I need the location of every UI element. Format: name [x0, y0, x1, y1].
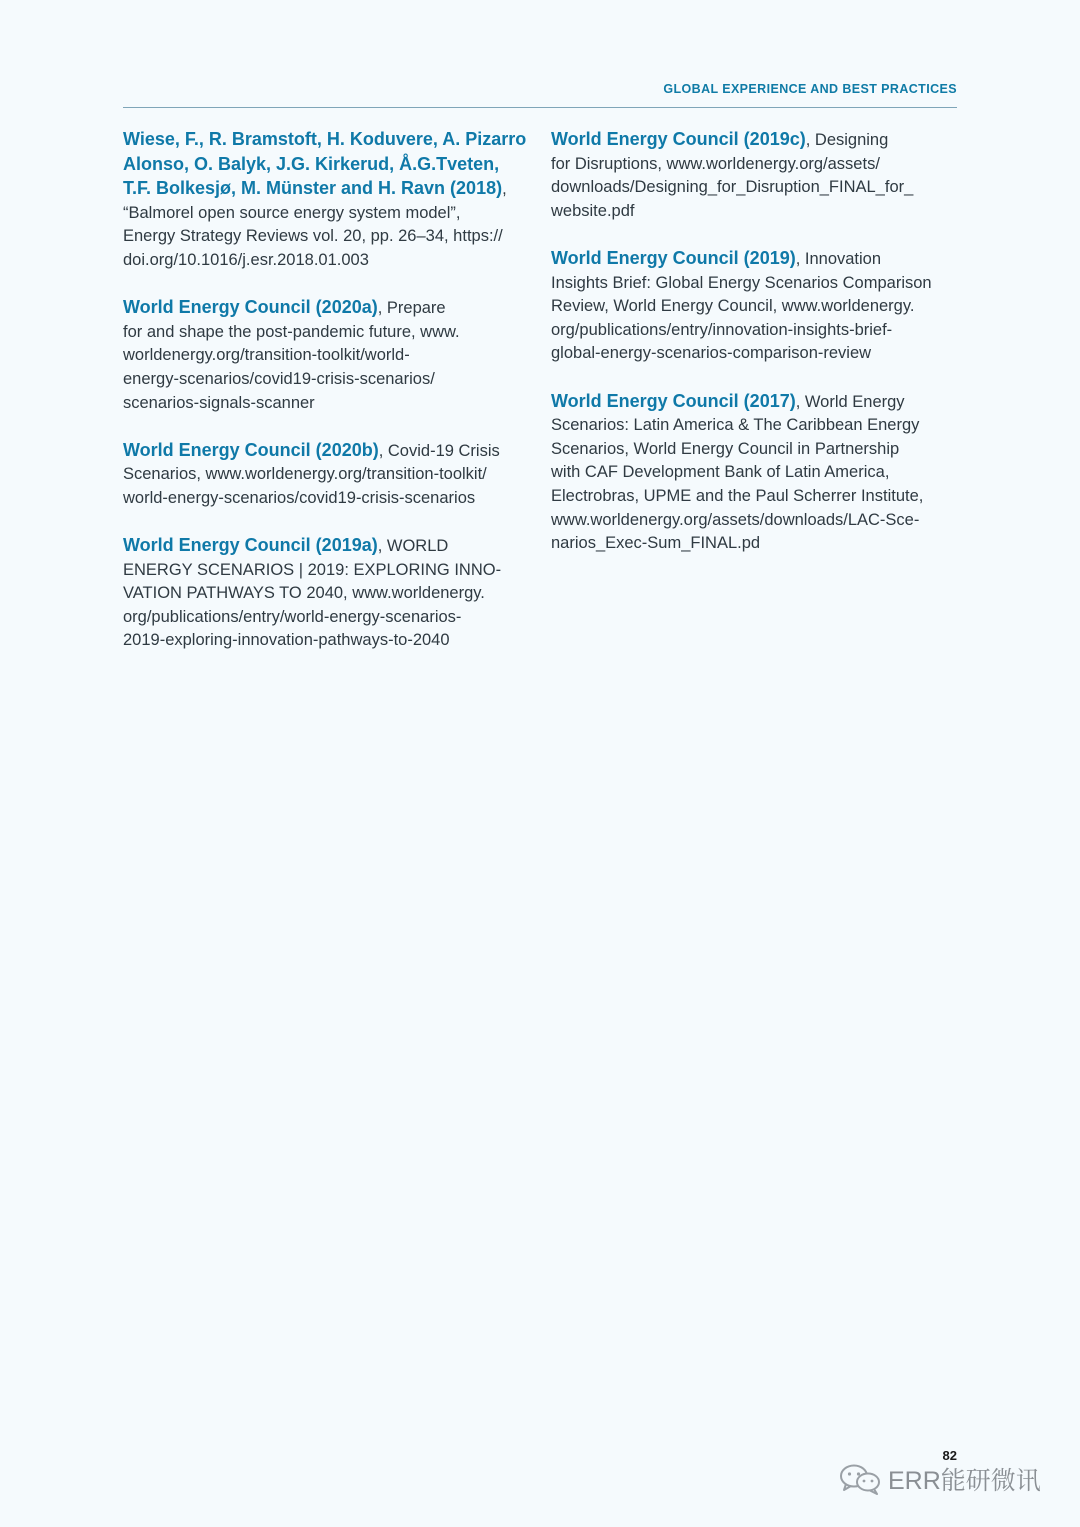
reference-text: Scenarios, World Energy Council in Partnership [551, 439, 900, 458]
reference-entry [123, 439, 533, 511]
reference-author: World Energy Council (2020a) [123, 297, 378, 318]
reference-link[interactable]: energy-scenarios/covid19-crisis-scenarios/ [123, 369, 435, 388]
reference-text: , WORLD [377, 537, 449, 556]
reference-entry [551, 128, 956, 223]
reference-link[interactable]: downloads/Designing_for_Disruption_FINAL_for_ [551, 178, 914, 197]
reference-author: World Energy Council (2017) [551, 390, 796, 411]
reference-author: World Energy Council (2020b) [123, 439, 379, 460]
reference-entry [551, 247, 956, 366]
reference-link[interactable]: org/publications/entry/world-energy-scenarios- [123, 607, 462, 626]
reference-author: Alonso, O. Balyk, J.G. Kirkerud, Å.G.Tveten, [123, 153, 500, 174]
reference-link[interactable]: Review, World Energy Council, www.worldenergy. [551, 297, 915, 316]
reference-link[interactable]: website.pdf [551, 201, 635, 220]
reference-text: ENERGY SCENARIOS | 2019: EXPLORING INNO- [123, 560, 502, 579]
reference-text: for and shape the post-pandemic future, www. [123, 322, 460, 341]
reference-text: , Prepare [377, 299, 446, 318]
reference-text: Scenarios: Latin America & The Caribbean Energy [551, 416, 920, 435]
reference-entry [123, 128, 533, 273]
reference-text: Insights Brief: Global Energy Scenarios Comparison [551, 273, 932, 292]
reference-link[interactable]: org/publications/entry/innovation-insights-brief- [551, 320, 893, 339]
reference-author: World Energy Council (2019c) [551, 129, 806, 149]
page-number: 82 [942, 1448, 957, 1463]
reference-link[interactable]: Scenarios, www.worldenergy.org/transition-toolkit/ [123, 465, 487, 484]
reference-author: Wiese, F., R. Bramstoft, H. Koduvere, A. Pizarro [123, 129, 527, 149]
reference-text: “Balmorel open source energy system model”, [123, 203, 461, 222]
reference-link[interactable]: VATION PATHWAYS TO 2040, www.worldenergy. [123, 584, 485, 603]
reference-link[interactable]: scenarios-signals-scanner [123, 393, 315, 412]
reference-text: , World Energy [795, 392, 905, 411]
reference-link[interactable]: narios_Exec-Sum_FINAL.pd [551, 534, 761, 553]
reference-link[interactable]: global-energy-scenarios-comparison-review [551, 344, 872, 363]
watermark-text: ERR能研微讯 [888, 1467, 1041, 1495]
reference-entry [123, 534, 533, 653]
running-header: GLOBAL EXPERIENCE AND BEST PRACTICES [663, 82, 957, 96]
reference-text: Electrobras, UPME and the Paul Scherrer Institute, [551, 486, 924, 505]
reference-link[interactable]: for Disruptions, www.worldenergy.org/assets/ [551, 154, 880, 173]
reference-text: , Designing [805, 131, 889, 149]
reference-text: , Covid-19 Crisis [378, 441, 500, 460]
reference-link[interactable]: world-energy-scenarios/covid19-crisis-scenarios [123, 488, 476, 507]
watermark [838, 1462, 1041, 1496]
reference-author: World Energy Council (2019) [551, 247, 796, 268]
reference-link[interactable]: www.worldenergy.org/assets/downloads/LAC-Sce- [551, 510, 920, 529]
reference-link[interactable]: doi.org/10.1016/j.esr.2018.01.003 [123, 250, 369, 269]
references-left-column [123, 128, 533, 677]
reference-text: with CAF Development Bank of Latin America, [551, 463, 890, 482]
wechat-icon [838, 1463, 882, 1495]
header-rule [123, 107, 957, 108]
reference-text[interactable]: Energy Strategy Reviews vol. 20, pp. 26–34, https:// [123, 227, 503, 246]
reference-link[interactable]: 2019-exploring-innovation-pathways-to-2040 [123, 631, 450, 650]
references-right-column [551, 128, 956, 579]
reference-author: World Energy Council (2019a) [123, 535, 378, 556]
reference-entry [123, 296, 533, 415]
reference-text: , [502, 180, 507, 199]
reference-text: , Innovation [795, 249, 882, 268]
reference-link[interactable]: worldenergy.org/transition-toolkit/world- [123, 346, 410, 365]
reference-author: T.F. Bolkesjø, M. Münster and H. Ravn (2018) [123, 178, 503, 199]
reference-entry [551, 390, 956, 556]
